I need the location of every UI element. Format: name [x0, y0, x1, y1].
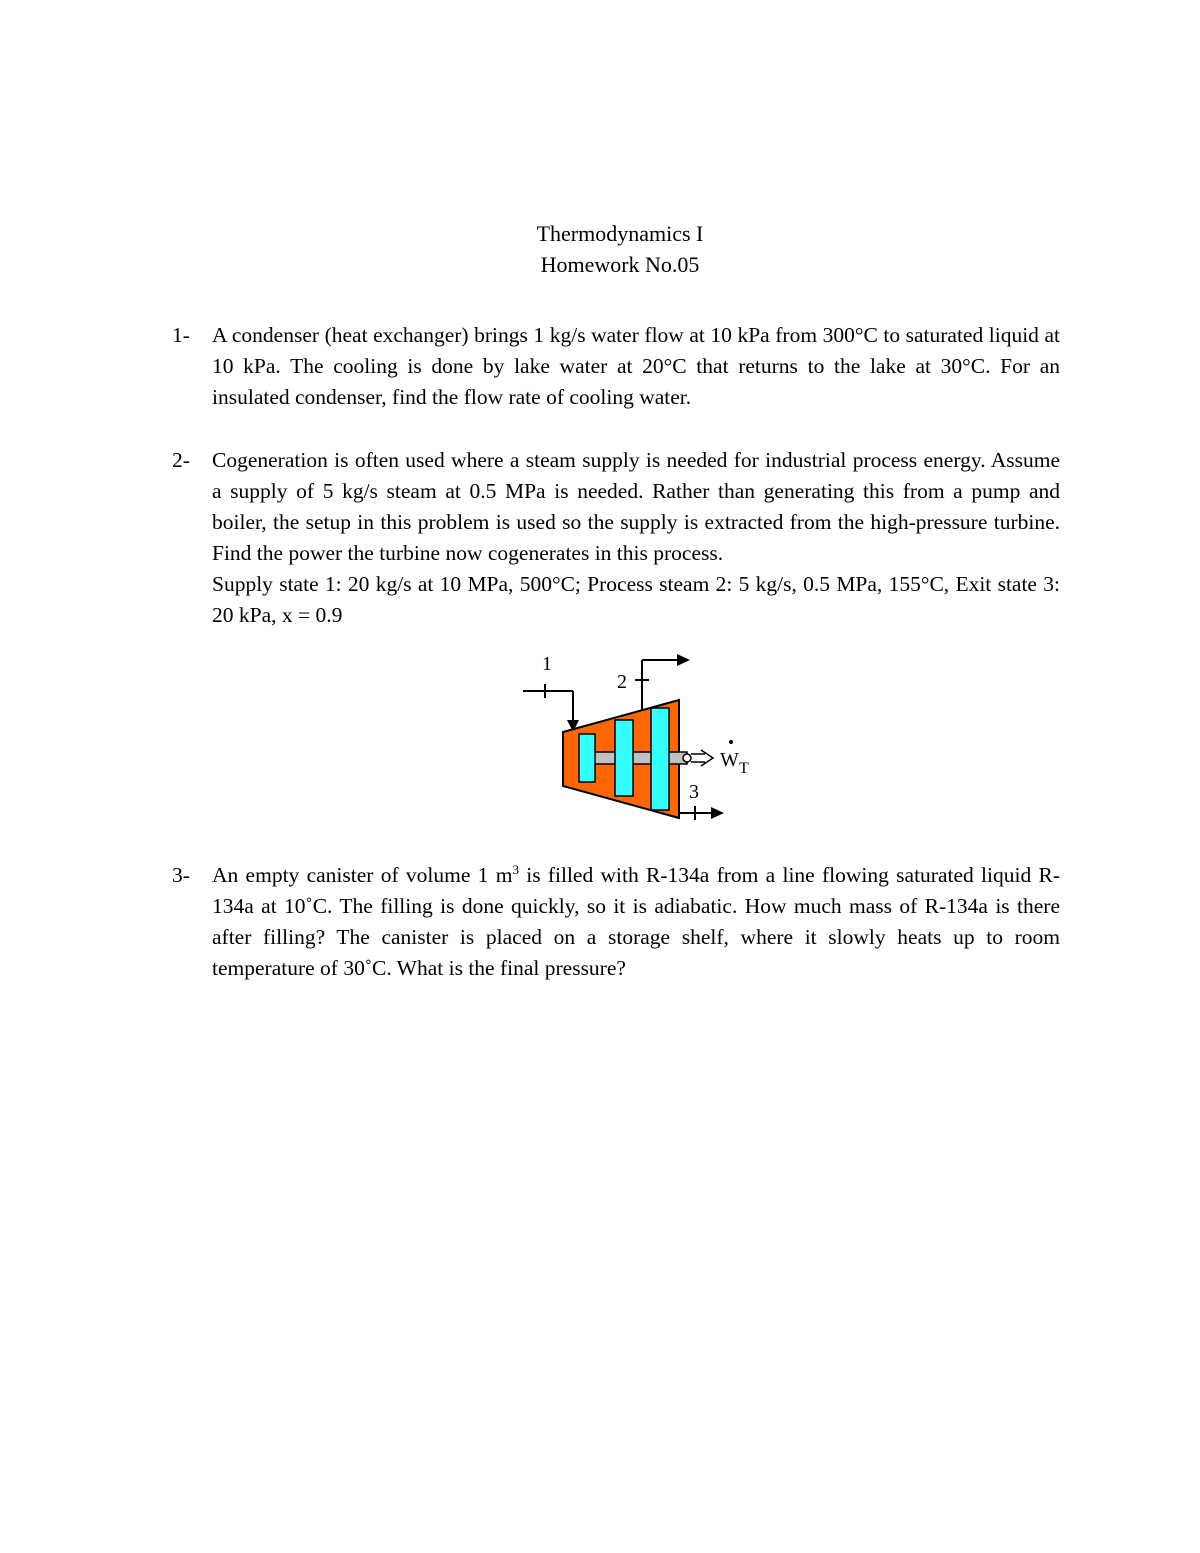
- state-label-3: 3: [689, 781, 699, 803]
- turbine-blade-2: [615, 720, 633, 796]
- document-header: [0, 218, 1200, 280]
- problem-number: 2-: [172, 448, 190, 472]
- problem-2: [172, 445, 1060, 631]
- state-label-1: 1: [542, 653, 552, 675]
- problem-3: [172, 860, 1060, 984]
- problem-text: [212, 860, 1060, 984]
- work-symbol: W: [720, 749, 739, 771]
- turbine-blade-1: [579, 734, 595, 782]
- work-subscript: T: [739, 760, 749, 777]
- problem-number: 1-: [172, 323, 190, 347]
- turbine-diagram: [515, 648, 775, 830]
- inlet-line: [523, 684, 579, 732]
- problem-text: Cogeneration is often used where a steam supply is needed for industrial process energy. Assume a supply of 5 kg/s steam at 0.5 MPa is needed. Rather than generating this from a pump and boiler, the setup in this problem is used so the supply is extracted from the high-pressure turbine. Find the power the turbine now cogenerates in this process.: [212, 448, 1060, 565]
- problem-states: Supply state 1: 20 kg/s at 10 MPa, 500°C; Process steam 2: 5 kg/s, 0.5 MPa, 155°C, Exit state 3: 20 kPa, x = 0.9: [212, 572, 1060, 627]
- work-label: [720, 740, 749, 777]
- problem-text-part-a: An empty canister of volume 1 m: [212, 863, 513, 887]
- turbine-shaft: [587, 752, 687, 764]
- problem-1: [172, 320, 1060, 413]
- course-title: Thermodynamics I: [536, 221, 704, 246]
- problem-text: A condenser (heat exchanger) brings 1 kg/s water flow at 10 kPa from 300°C to saturated liquid at 10 kPa. The cooling is done by lake water at 20°C that returns to the lake at 30°C. For an insulated condenser, find the flow rate of cooling water.: [212, 323, 1060, 409]
- extraction-line: [635, 654, 690, 710]
- state-label-2: 2: [617, 671, 627, 693]
- exit-line: [679, 806, 724, 820]
- volume-exponent: 3: [512, 861, 519, 877]
- homework-title: Homework No.05: [540, 252, 700, 277]
- turbine-blade-3: [651, 708, 669, 810]
- problem-text-part-b: is filled with R-134a from a line flowing saturated liquid R-134a at 10˚C. The filling is done quickly, so it is adiabatic. How much mass of R-134a is there after filling? The canister is placed on a storage shelf, where it slowly heats up to room temperature of 30˚C. What is the final pressure?: [212, 863, 1060, 980]
- problem-number: 3-: [172, 863, 190, 887]
